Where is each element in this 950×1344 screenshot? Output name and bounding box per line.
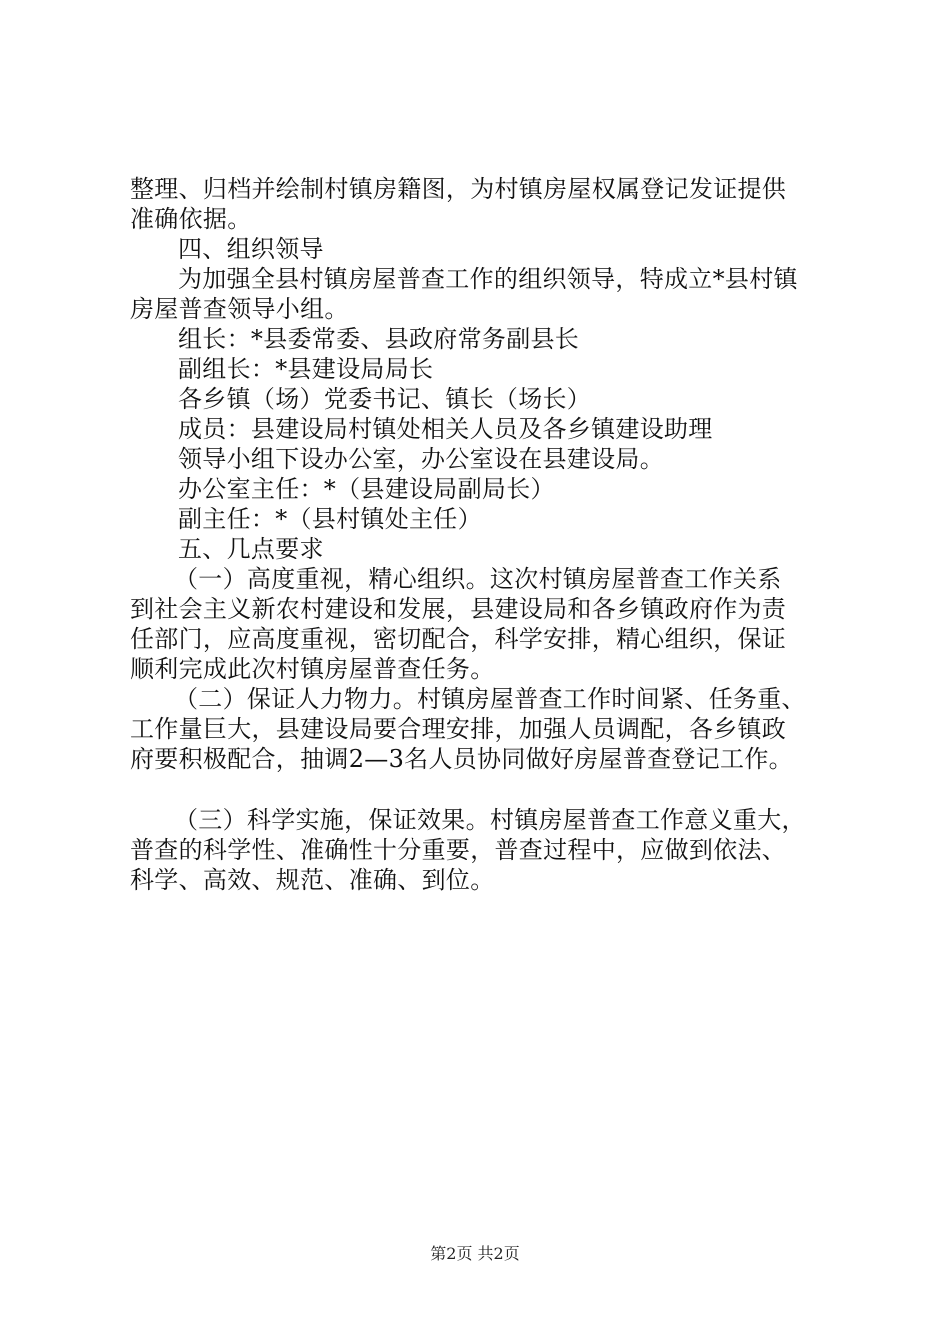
body-line: 副组长：*县建设局局长 [178,355,434,383]
paragraph-gap [130,774,830,805]
document-body [130,174,830,895]
body-line: 房屋普查领导小组。 [130,295,349,323]
body-line: 副主任：*（县村镇处主任） [178,505,482,533]
body-line: （二）保证人力物力。村镇房屋普查工作时间紧、任务重、 [174,685,806,713]
page-number-footer: 第2页 共2页 [430,1244,520,1263]
body-line: 各乡镇（场）党委书记、镇长（场长） [178,385,592,413]
body-line: 成员：县建设局村镇处相关人员及各乡镇建设助理 [178,415,713,443]
body-line: 府要积极配合，抽调2—3名人员协同做好房屋普查登记工作。 [130,745,793,773]
body-line: 办公室主任：*（县建设局副局长） [178,475,555,503]
body-line: 为加强全县村镇房屋普查工作的组织领导，特成立*县村镇 [178,265,798,293]
section-heading: 四、组织领导 [178,235,324,263]
body-line: 顺利完成此次村镇房屋普查任务。 [130,655,495,683]
body-line: 工作量巨大，县建设局要合理安排，加强人员调配，各乡镇政 [130,715,787,743]
section-heading: 五、几点要求 [178,535,324,563]
body-line: 普查的科学性、准确性十分重要，普查过程中，应做到依法、 [130,836,787,864]
body-line: 到社会主义新农村建设和发展，县建设局和各乡镇政府作为责 [130,595,787,623]
body-line: 任部门，应高度重视，密切配合，科学安排，精心组织，保证 [130,625,787,653]
body-line: 准确依据。 [130,205,252,233]
body-line: （一）高度重视，精心组织。这次村镇房屋普查工作关系 [174,565,782,593]
body-line: 组长：*县委常委、县政府常务副县长 [178,325,580,353]
body-line: 领导小组下设办公室，办公室设在县建设局。 [178,445,664,473]
body-line: 科学、高效、规范、准确、到位。 [130,866,495,894]
body-line: （三）科学实施，保证效果。村镇房屋普查工作意义重大， [174,806,806,834]
body-line: 整理、归档并绘制村镇房籍图，为村镇房屋权属登记发证提供 [130,175,787,203]
